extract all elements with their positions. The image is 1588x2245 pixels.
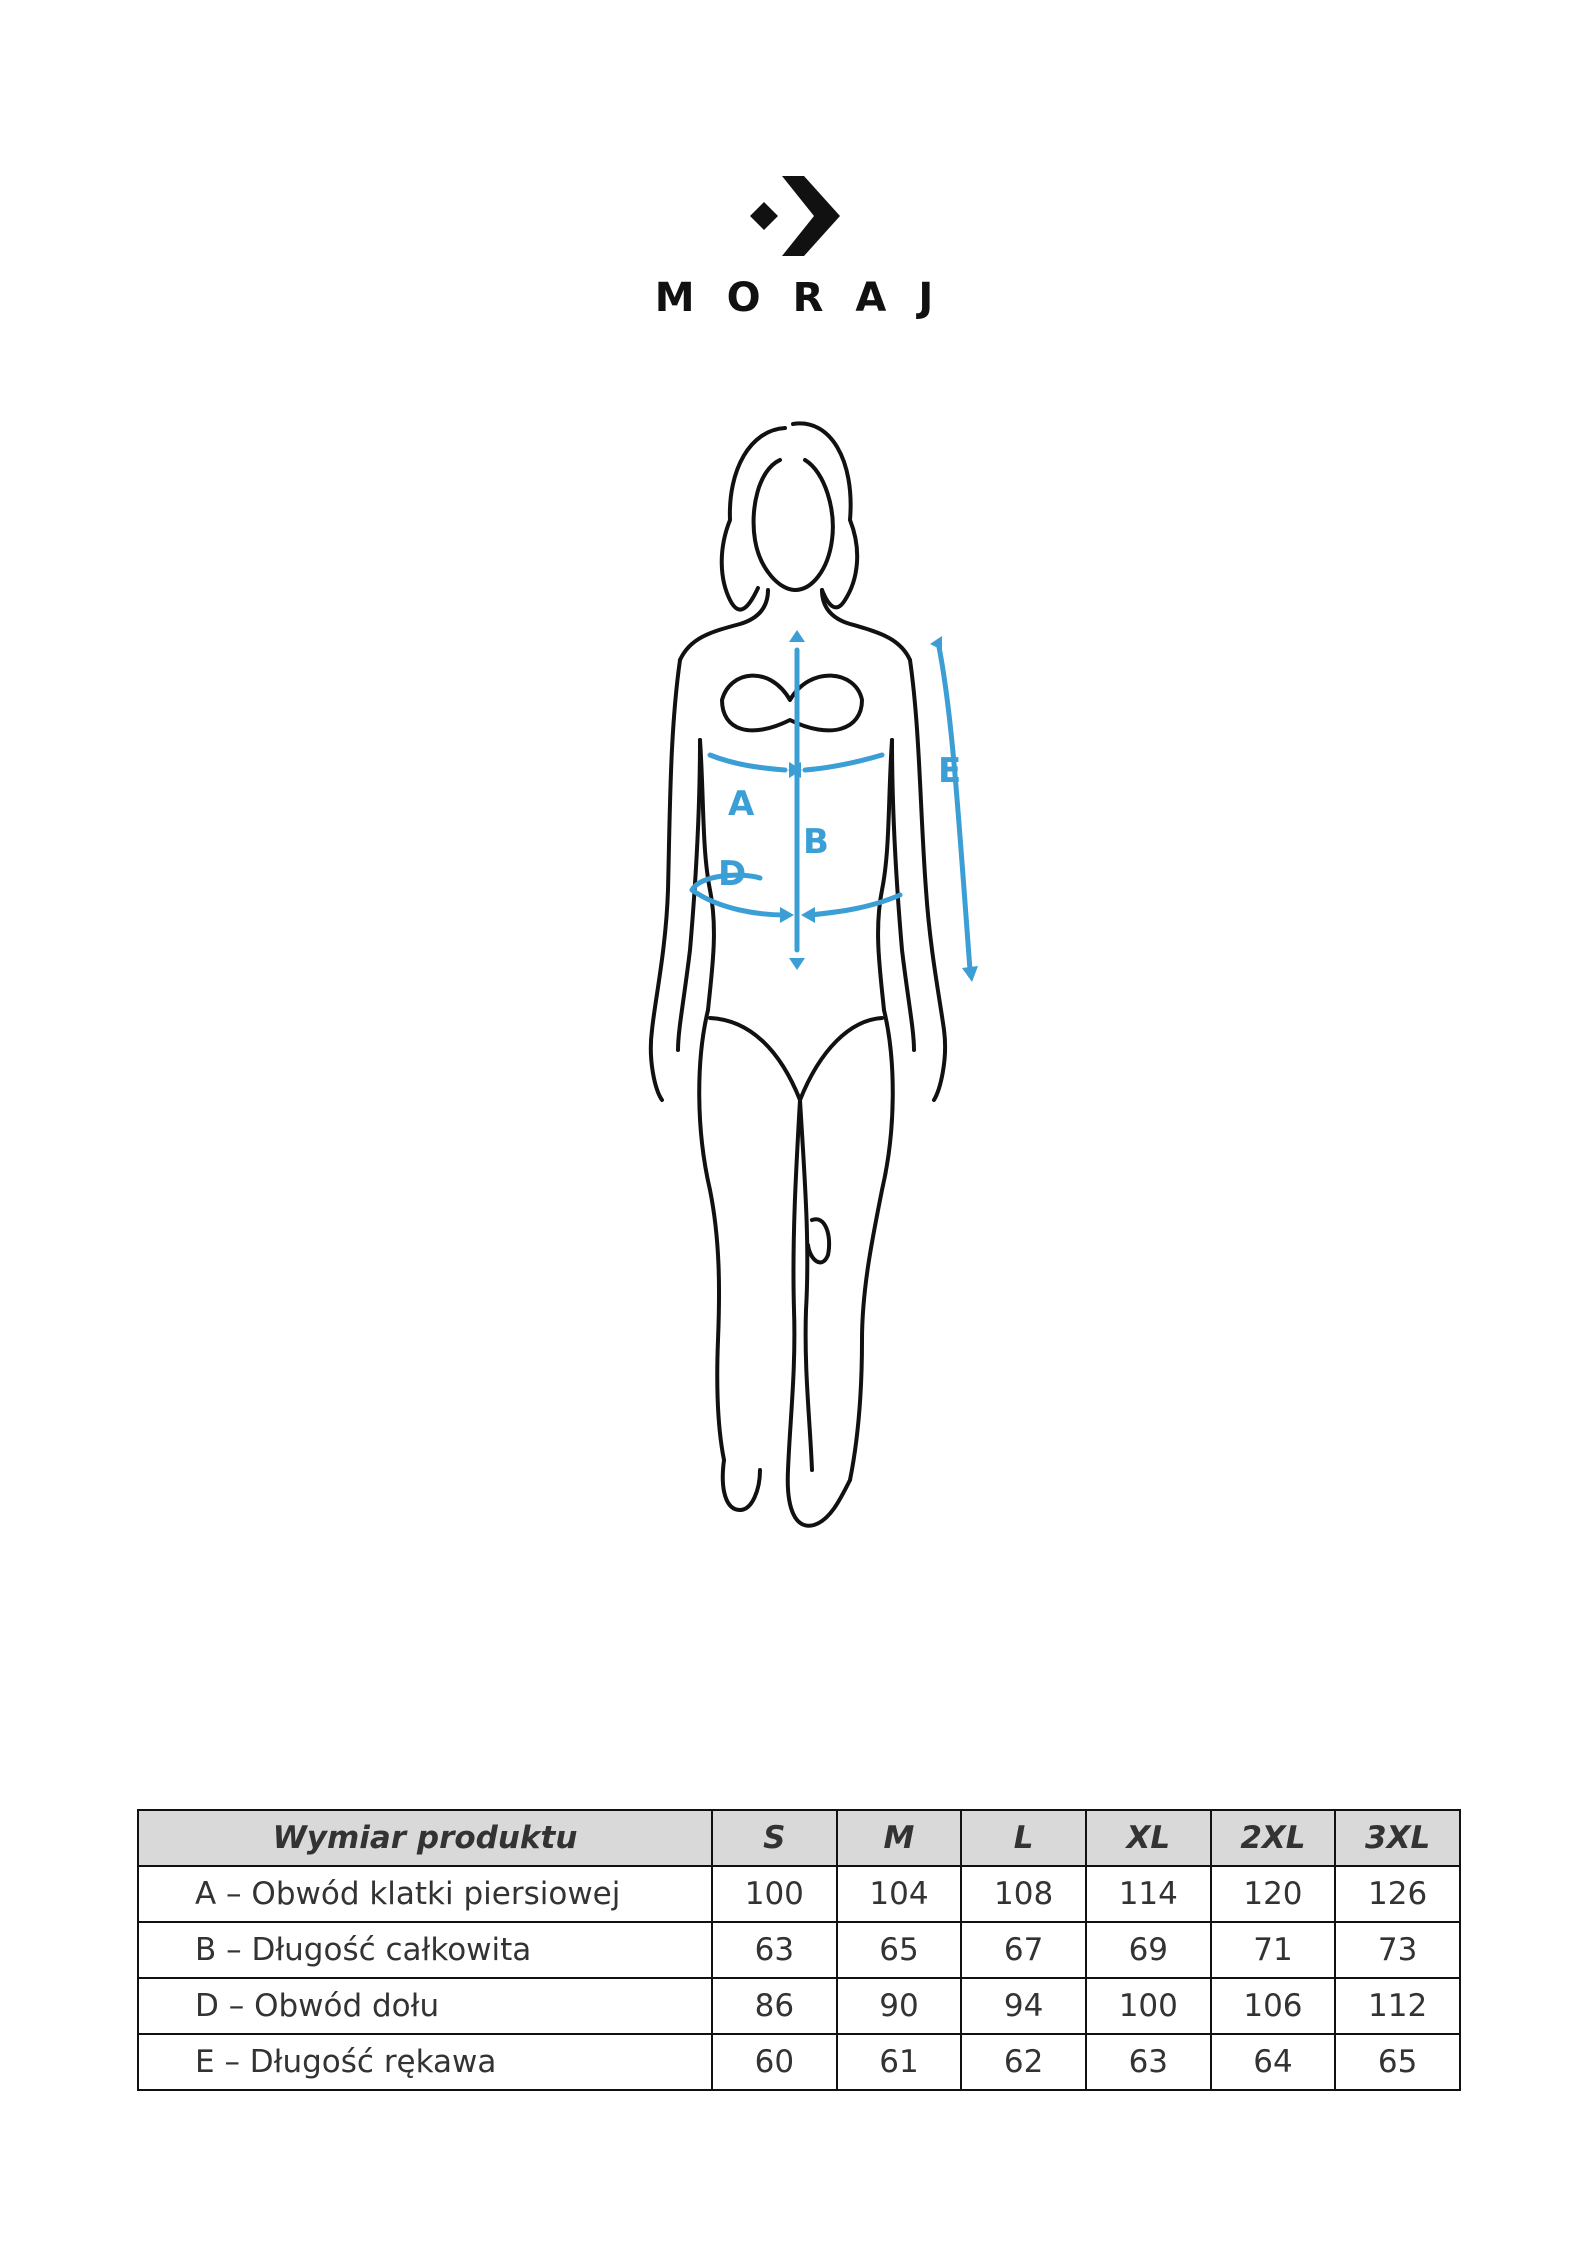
table-cell: 112	[1335, 1978, 1460, 2034]
table-cell: 100	[712, 1866, 837, 1922]
table-cell: 65	[1335, 2034, 1460, 2090]
header-size: S	[712, 1810, 837, 1866]
table-cell: 104	[837, 1866, 962, 1922]
header-size: L	[961, 1810, 1086, 1866]
row-label: B – Długość całkowita	[138, 1922, 712, 1978]
row-label: D – Obwód dołu	[138, 1978, 712, 2034]
header-dimension: Wymiar produktu	[138, 1810, 712, 1866]
table-cell: 63	[712, 1922, 837, 1978]
header-size: M	[837, 1810, 962, 1866]
table-cell: 126	[1335, 1866, 1460, 1922]
table-cell: 61	[837, 2034, 962, 2090]
moraj-logo-icon	[748, 170, 840, 262]
size-chart-table	[137, 1809, 1461, 2091]
table-row	[138, 1978, 1460, 2034]
table-cell: 73	[1335, 1922, 1460, 1978]
header-size: 2XL	[1211, 1810, 1336, 1866]
row-label: E – Długość rękawa	[138, 2034, 712, 2090]
table-cell: 60	[712, 2034, 837, 2090]
label-a: A	[728, 784, 755, 824]
table-cell: 108	[961, 1866, 1086, 1922]
table-cell: 62	[961, 2034, 1086, 2090]
header-size: XL	[1086, 1810, 1211, 1866]
brand-logo	[0, 170, 1588, 262]
table-header-row	[138, 1810, 1460, 1866]
table-row	[138, 1922, 1460, 1978]
table-cell: 100	[1086, 1978, 1211, 2034]
table-cell: 120	[1211, 1866, 1336, 1922]
table-cell: 114	[1086, 1866, 1211, 1922]
label-d: D	[718, 854, 747, 894]
header-size: 3XL	[1335, 1810, 1460, 1866]
table-cell: 86	[712, 1978, 837, 2034]
table-cell: 67	[961, 1922, 1086, 1978]
table-cell: 69	[1086, 1922, 1211, 1978]
label-b: B	[803, 822, 829, 862]
row-label: A – Obwód klatki piersiowej	[138, 1866, 712, 1922]
body-figure	[600, 410, 1000, 1580]
table-cell: 65	[837, 1922, 962, 1978]
table-row	[138, 2034, 1460, 2090]
label-e: E	[938, 751, 962, 791]
brand-name: MORAJ	[654, 275, 966, 321]
table-cell: 94	[961, 1978, 1086, 2034]
female-body-figure-icon	[600, 410, 1000, 1580]
table-cell: 106	[1211, 1978, 1336, 2034]
table-cell: 63	[1086, 2034, 1211, 2090]
table-row	[138, 1866, 1460, 1922]
table-cell: 64	[1211, 2034, 1336, 2090]
table-cell: 71	[1211, 1922, 1336, 1978]
table-cell: 90	[837, 1978, 962, 2034]
